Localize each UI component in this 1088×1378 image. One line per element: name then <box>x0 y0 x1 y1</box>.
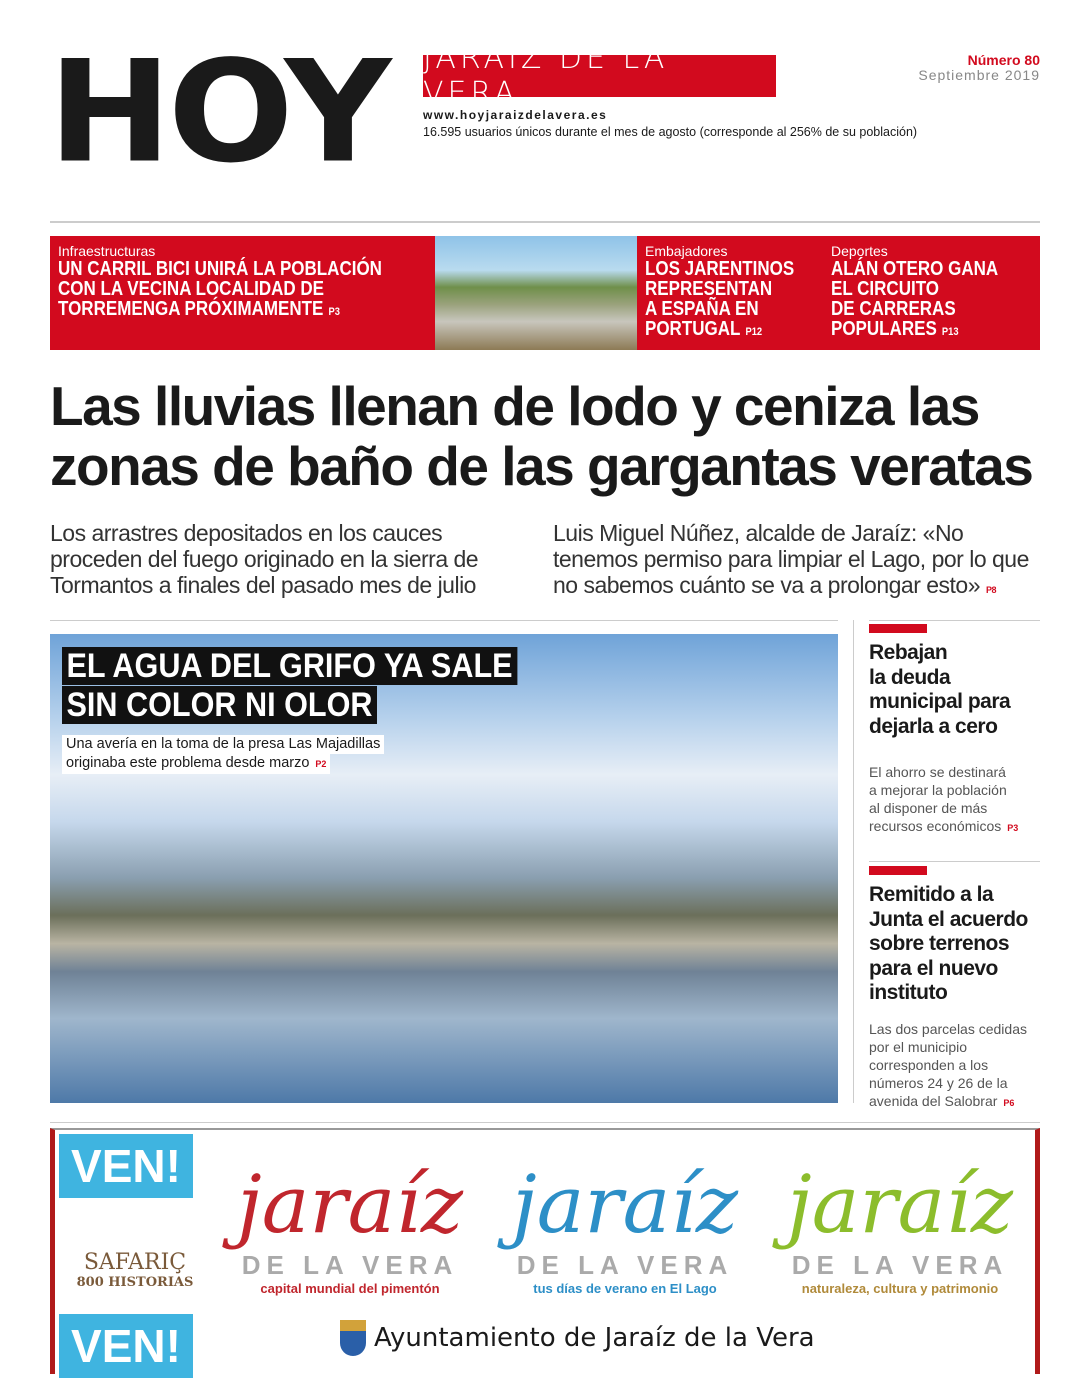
page-ref: P12 <box>745 326 763 338</box>
jaraiz-logo-naturaleza <box>775 1160 1025 1296</box>
photo-story-title[interactable]: SIN COLOR NI OLOR <box>62 686 377 724</box>
issue-date: Septiembre 2019 <box>918 67 1040 83</box>
ven-logo <box>59 1134 193 1198</box>
headline-line: zonas de baño de las gargantas veratas <box>50 435 1033 497</box>
issue-number: Número 80 <box>967 52 1040 68</box>
hoy-logo: HOY <box>48 30 388 194</box>
teaser-line: ALÁN OTERO GANA <box>831 258 999 280</box>
ven-text: VEN! <box>59 1314 193 1378</box>
photo-story-desc: originaba este problema desde marzo <box>66 755 310 771</box>
teaser-strip <box>50 236 1040 350</box>
jaraiz-logo-pimenton <box>225 1160 475 1296</box>
story-title: para el nuevo <box>869 956 998 980</box>
story-desc: números 24 y 26 de la <box>869 1074 1008 1091</box>
teaser-line: POPULARES <box>831 318 937 340</box>
logo-word: jaraíz <box>786 1158 1014 1251</box>
teaser-kicker: Embajadores <box>645 243 728 259</box>
story-title: municipal para <box>869 690 1011 713</box>
story-desc: a mejorar la población <box>869 782 1007 798</box>
teaser-line: A ESPAÑA EN <box>645 298 759 320</box>
story-desc: avenida del Salobrar <box>869 1092 998 1109</box>
ven-text: VEN! <box>59 1134 193 1198</box>
sidebar-story-instituto[interactable] <box>869 866 1040 1112</box>
story-title: instituto <box>869 981 948 1004</box>
coat-of-arms-icon <box>340 1320 366 1356</box>
ayuntamiento-logo <box>340 1320 815 1356</box>
teaser-line: CON LA VECINA LOCALIDAD DE <box>58 278 325 300</box>
teaser-infraestructuras[interactable] <box>50 236 435 350</box>
story-title: Remitido a la <box>869 883 994 906</box>
teaser-line: PORTUGAL <box>645 318 741 340</box>
logo-word: jaraíz <box>511 1158 739 1251</box>
story-title: sobre terrenos <box>869 932 1010 955</box>
tourism-advertisement[interactable] <box>50 1128 1040 1374</box>
logo-word: jaraíz <box>236 1158 464 1251</box>
teaser-kicker: Infraestructuras <box>58 243 156 259</box>
teaser-kicker: Deportes <box>831 243 888 259</box>
page-ref: P6 <box>1003 1097 1015 1108</box>
lead-headline[interactable] <box>50 376 1050 496</box>
page-ref: P13 <box>941 326 959 338</box>
teaser-embajadores[interactable] <box>637 236 823 350</box>
subhead-line: Luis Miguel Núñez, alcalde de Jaraíz: «No <box>553 520 964 546</box>
jaraiz-logo-lago <box>500 1160 750 1296</box>
divider <box>50 1122 1040 1123</box>
teaser-line: REPRESENTAN <box>645 278 773 300</box>
red-bar <box>869 866 927 875</box>
logo-tagline: tus días de verano en El Lago <box>533 1281 717 1296</box>
page-ref: P8 <box>986 585 997 595</box>
logo-de: DE LA VERA <box>516 1250 734 1280</box>
divider <box>50 620 838 621</box>
divider <box>869 861 1040 862</box>
red-bar <box>869 624 927 633</box>
photo-story-desc: Una avería en la toma de la presa Las Majadillas <box>62 735 384 754</box>
website-link[interactable]: www.hoyjaraizdelavera.es <box>423 108 608 122</box>
sidebar-story-debt[interactable] <box>869 624 1040 837</box>
teaser-deportes[interactable] <box>823 236 1023 350</box>
divider <box>50 221 1040 223</box>
bike-lane-photo <box>435 236 637 350</box>
teaser-line: EL CIRCUITO <box>831 278 940 300</box>
photo-story-title[interactable]: EL AGUA DEL GRIFO YA SALE <box>62 647 517 685</box>
safaric-logo <box>65 1250 205 1290</box>
story-desc: Las dos parcelas cedidas <box>869 1020 1027 1037</box>
subhead-line: Tormantos a finales del pasado mes de julio <box>50 572 476 598</box>
story-title: dejarla a cero <box>869 714 998 738</box>
story-title: Junta el acuerdo <box>869 907 1028 931</box>
headline-line: Las lluvias llenan de lodo y ceniza las <box>50 375 979 437</box>
story-title: la deuda <box>869 665 951 689</box>
column-divider <box>853 620 854 1103</box>
story-desc: corresponden a los <box>869 1056 989 1073</box>
logo-tagline: naturaleza, cultura y patrimonio <box>801 1281 999 1296</box>
page-ref: P3 <box>328 306 340 318</box>
ayuntamiento-text: Ayuntamiento de Jaraíz de la Vera <box>374 1323 815 1353</box>
divider <box>869 620 1040 621</box>
story-desc: al disponer de más <box>869 800 988 816</box>
subhead-line: no sabemos cuánto se va a prolongar esto» <box>553 572 981 598</box>
story-desc: por el municipio <box>869 1038 968 1055</box>
page-ref: P2 <box>315 759 327 769</box>
teaser-line: TORREMENGA PRÓXIMAMENTE <box>58 298 324 320</box>
logo-de: DE LA VERA <box>791 1250 1009 1280</box>
safaric-sub: 800 HISTORIAS <box>76 1275 194 1290</box>
ven-logo <box>59 1314 193 1378</box>
story-title: Rebajan <box>869 641 948 664</box>
teaser-line: LOS JARENTINOS <box>645 258 795 280</box>
issue-info <box>918 53 1040 83</box>
logo-tagline: capital mundial del pimentón <box>260 1281 440 1296</box>
page-ref: P3 <box>1007 823 1019 833</box>
lead-subhead-left <box>50 520 478 598</box>
logo-de: DE LA VERA <box>241 1250 459 1280</box>
teaser-line: DE CARRERAS <box>831 298 956 320</box>
story-desc: recursos económicos <box>869 818 1002 834</box>
subhead-line: tenemos permiso para limpiar el Lago, por lo que <box>553 546 1029 572</box>
safaric-text: SAFARIÇ <box>83 1250 187 1275</box>
subhead-line: Los arrastres depositados en los cauces <box>50 520 443 546</box>
teaser-line: UN CARRIL BICI UNIRÁ LA POBLACIÓN <box>58 258 382 280</box>
subhead-line: proceden del fuego originado en la sierra de <box>50 546 479 572</box>
lead-subhead-right <box>553 520 1029 603</box>
users-stat: 16.595 usuarios únicos durante el mes de agosto (corresponde al 256% de su población) <box>423 125 918 139</box>
edition-banner: JARAÍZ DE LA VERA <box>423 55 776 97</box>
story-desc: El ahorro se destinará <box>869 764 1006 780</box>
